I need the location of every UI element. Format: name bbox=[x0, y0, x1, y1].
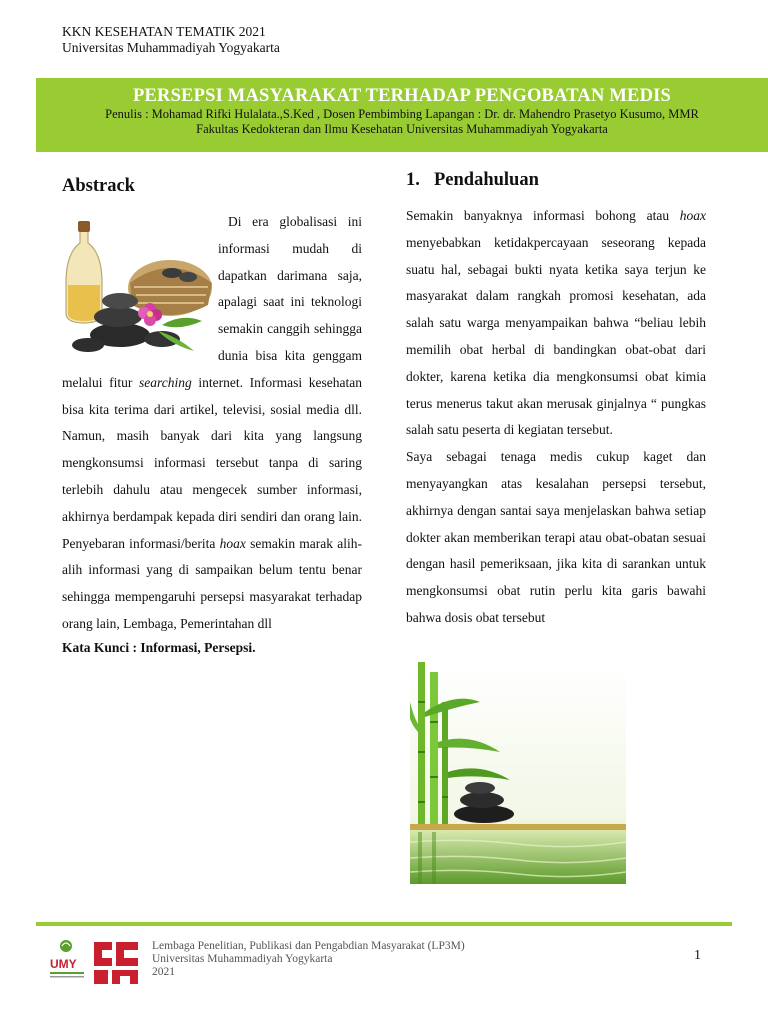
section-heading bbox=[406, 170, 706, 191]
intro-text-part: menyebabkan ketidakpercayaan seseorang kepada suatu hal, sebagai bukti nyata ketika saya terjun ke masyarakat dalam rangkah promosi kesehatan, ada salah satu warga menyampaikan bahwa “beliau lebih memilih obat herbal di bandingkan obat-obat dari dokter, karena ketika dia mengkonsumsi obat kimia terus menerus takut akan merusak ginjalnya “ pungkas salah satu peserta di kegiatan tersebut. bbox=[406, 234, 706, 438]
section-number: 1. bbox=[406, 170, 420, 190]
umy-lp3m-logo bbox=[46, 936, 140, 986]
intro-emphasis: hoax bbox=[679, 208, 706, 223]
spa-oil-stones-image bbox=[62, 213, 212, 361]
footer-divider bbox=[36, 922, 732, 926]
abstract-column bbox=[62, 176, 362, 656]
footer-institution bbox=[152, 940, 465, 979]
abstract-heading: Abstrack bbox=[62, 176, 135, 196]
page-number: 1 bbox=[694, 948, 701, 963]
header-program: KKN KESEHATAN TEMATIK 2021 bbox=[62, 24, 266, 39]
abstract-paragraph bbox=[62, 209, 362, 638]
footer-line-1: Lembaga Penelitian, Publikasi dan Pengabdian Masyarakat (LP3M) bbox=[152, 940, 465, 952]
abstract-text-part: internet. Informasi kesehatan bisa kita terima dari artikel, televisi, sosial media dll. Namun, masih banyak dari kita yang langsung mengkonsumsi informasi tersebut tanpa di saring terlebih dahulu atau mengecek sumber informasi, akhirnya berdampak kepada diri sendiri dan orang lain. Penyebaran informasi/berita bbox=[62, 374, 362, 551]
author-line: Penulis : Mohamad Rifki Hulalata.,S.Ked , Dosen Pembimbing Lapangan : Dr. dr. Mahendro Prasetyo Kusumo, MMR bbox=[105, 107, 699, 121]
affiliation-line: Fakultas Kedokteran dan Ilmu Kesehatan Universitas Muhammadiyah Yogyakarta bbox=[196, 122, 608, 136]
abstract-text-part: Di era globalisasi ini informasi mudah di dapatkan darimana saja, apalagi saat ini teknologi semakin canggih sehingga dunia bisa kita genggam melalui fitur bbox=[62, 214, 362, 390]
keywords: Kata Kunci : Informasi, Persepsi. bbox=[62, 639, 256, 655]
umy-logo-text: UMY bbox=[50, 957, 77, 971]
document-header bbox=[62, 24, 280, 56]
intro-paragraph-1 bbox=[406, 203, 706, 444]
abstract-text-part: semakin marak alih-alih informasi yang di sampaikan belum tentu benar sehingga mempengaruhi persepsi masyarakat terhadap orang lain, Lembaga, Pemerintahan dll bbox=[62, 535, 362, 631]
section-title: Pendahuluan bbox=[434, 170, 539, 190]
footer-line-2: Universitas Muhammadiyah Yogykarta bbox=[152, 953, 333, 965]
bamboo-zen-stones-image bbox=[410, 662, 626, 884]
header-university: Universitas Muhammadiyah Yogyakarta bbox=[62, 40, 280, 55]
title-banner bbox=[36, 78, 768, 152]
article-title: PERSEPSI MASYARAKAT TERHADAP PENGOBATAN MEDIS bbox=[132, 86, 672, 106]
footer-line-3: 2021 bbox=[152, 966, 175, 978]
abstract-emphasis: searching bbox=[139, 374, 192, 390]
abstract-emphasis: hoax bbox=[219, 535, 246, 551]
introduction-column bbox=[406, 170, 706, 632]
intro-text-part: Semakin banyaknya informasi bohong atau bbox=[406, 208, 680, 223]
intro-paragraph-2: Saya sebagai tenaga medis cukup kaget dan menyayangkan atas kesalahan persepsi tersebut, akhirnya dengan santai saya menjelaskan bahwa setiap dokter akan memberikan terapi atau obat-obatan sesuai dengan hasil pemeriksaan, jika kita di sarankan untuk mengkonsumsi obat rutin perlu kita garis bawahi bahwa dosis obat tersebut bbox=[406, 449, 706, 625]
